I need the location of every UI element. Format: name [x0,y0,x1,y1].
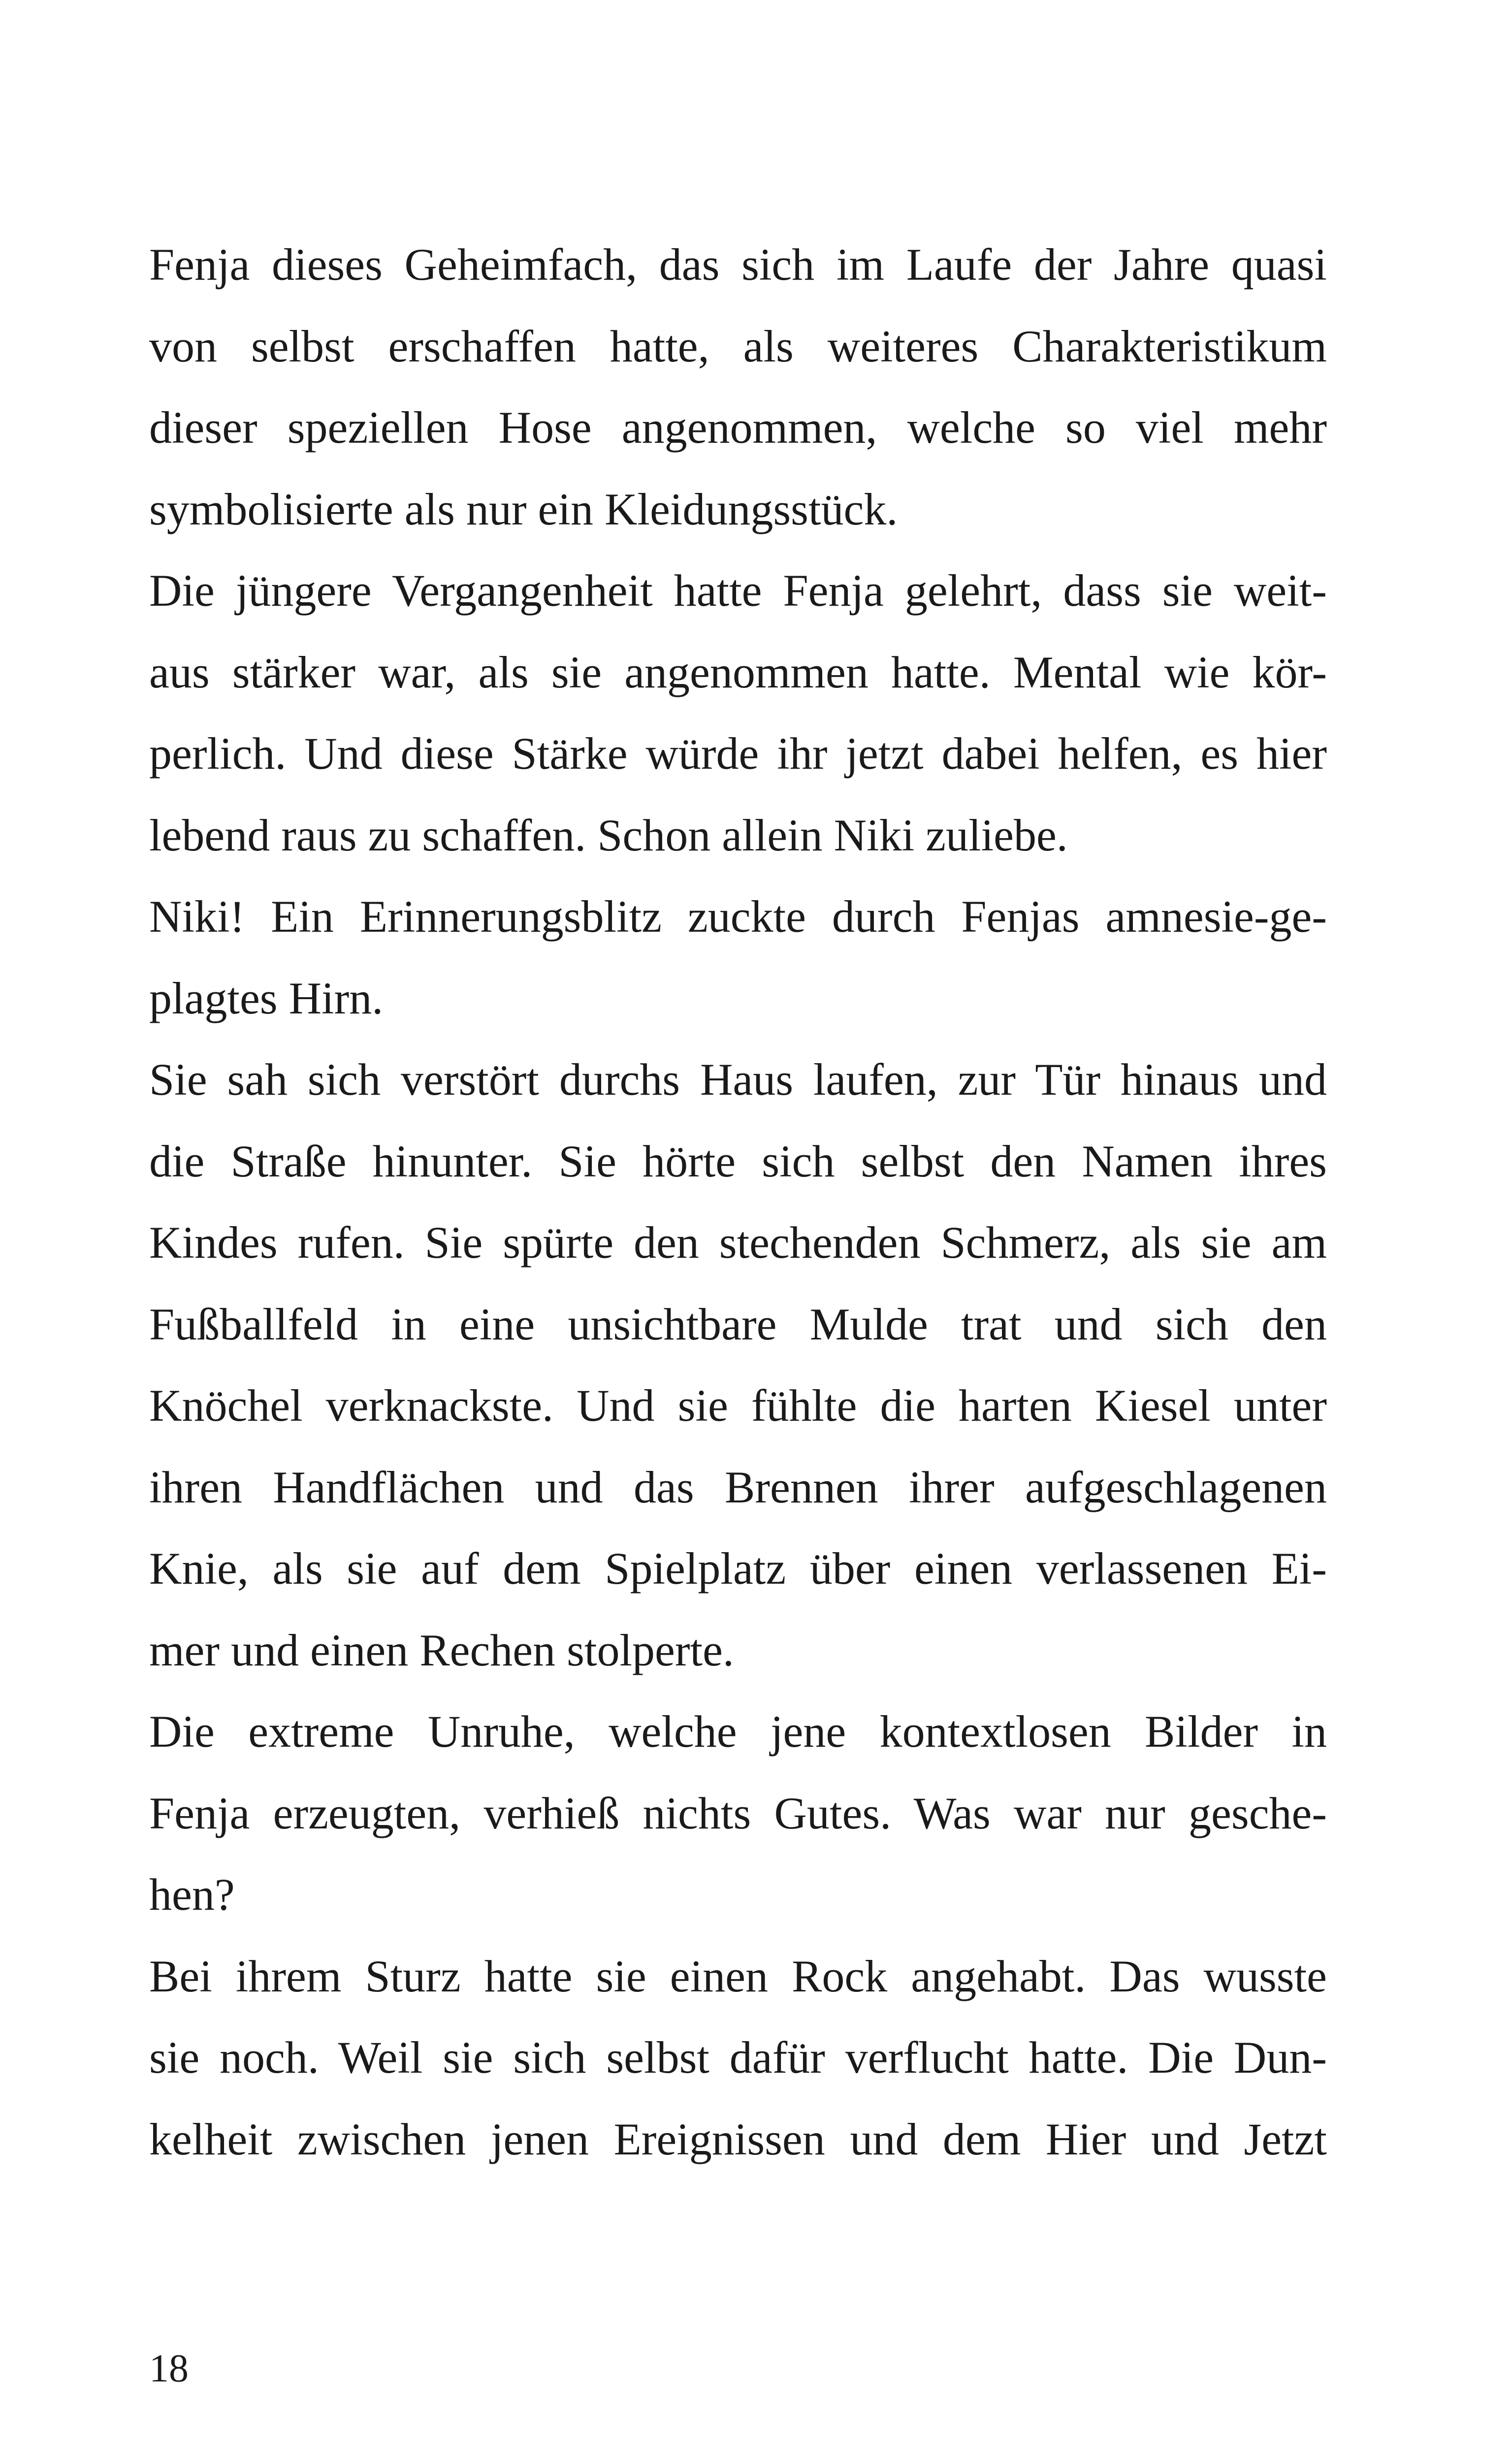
text-line: Die jüngere Vergangenheit hatte Fenja gelehrt, dass sie weit- [149,565,1327,616]
text-line: plagtes Hirn. [149,973,384,1023]
text-line: Knöchel verknackste. Und sie fühlte die harten Kiesel unter [149,1380,1327,1431]
text-line: ihren Handflächen und das Brennen ihrer aufgeschlagenen [149,1462,1327,1512]
text-line: Die extreme Unruhe, welche jene kontextlosen Bilder in [149,1706,1327,1757]
text-line: Kindes rufen. Sie spürte den stechenden Schmerz, als sie am [149,1217,1327,1268]
text-line: perlich. Und diese Stärke würde ihr jetzt dabei helfen, es hier [149,728,1327,779]
text-line: Fußballfeld in eine unsichtbare Mulde trat und sich den [149,1299,1327,1349]
text-line: symbolisierte als nur ein Kleidungsstück. [149,484,898,534]
body-text [149,224,1327,2180]
text-line: sie noch. Weil sie sich selbst dafür verflucht hatte. Die Dun- [149,2032,1327,2083]
text-line: Knie, als sie auf dem Spielplatz über einen verlassenen Ei- [149,1543,1327,1594]
text-line: kelheit zwischen jenen Ereignissen und dem Hier und Jetzt [149,2114,1327,2164]
text-line: lebend raus zu schaffen. Schon allein Niki zuliebe. [149,810,1068,860]
text-line: mer und einen Rechen stolperte. [149,1625,734,1675]
text-line: Bei ihrem Sturz hatte sie einen Rock angehabt. Das wusste [149,1951,1327,2001]
text-line: Fenja dieses Geheimfach, das sich im Laufe der Jahre quasi [149,239,1327,290]
text-line: die Straße hinunter. Sie hörte sich selbst den Namen ihres [149,1136,1327,1186]
text-line: Fenja erzeugten, verhieß nichts Gutes. Was war nur gesche- [149,1788,1327,1838]
text-line: dieser speziellen Hose angenommen, welche so viel mehr [149,402,1327,453]
text-line: hen? [149,1869,235,1920]
page-number: 18 [149,2347,189,2390]
text-line: aus stärker war, als sie angenommen hatte. Mental wie kör- [149,647,1327,697]
text-line: Niki! Ein Erinnerungsblitz zuckte durch Fenjas amnesie-ge- [149,891,1327,942]
text-line: von selbst erschaffen hatte, als weiteres Charakteristikum [149,321,1327,371]
text-line: Sie sah sich verstört durchs Haus laufen, zur Tür hinaus und [149,1054,1327,1105]
